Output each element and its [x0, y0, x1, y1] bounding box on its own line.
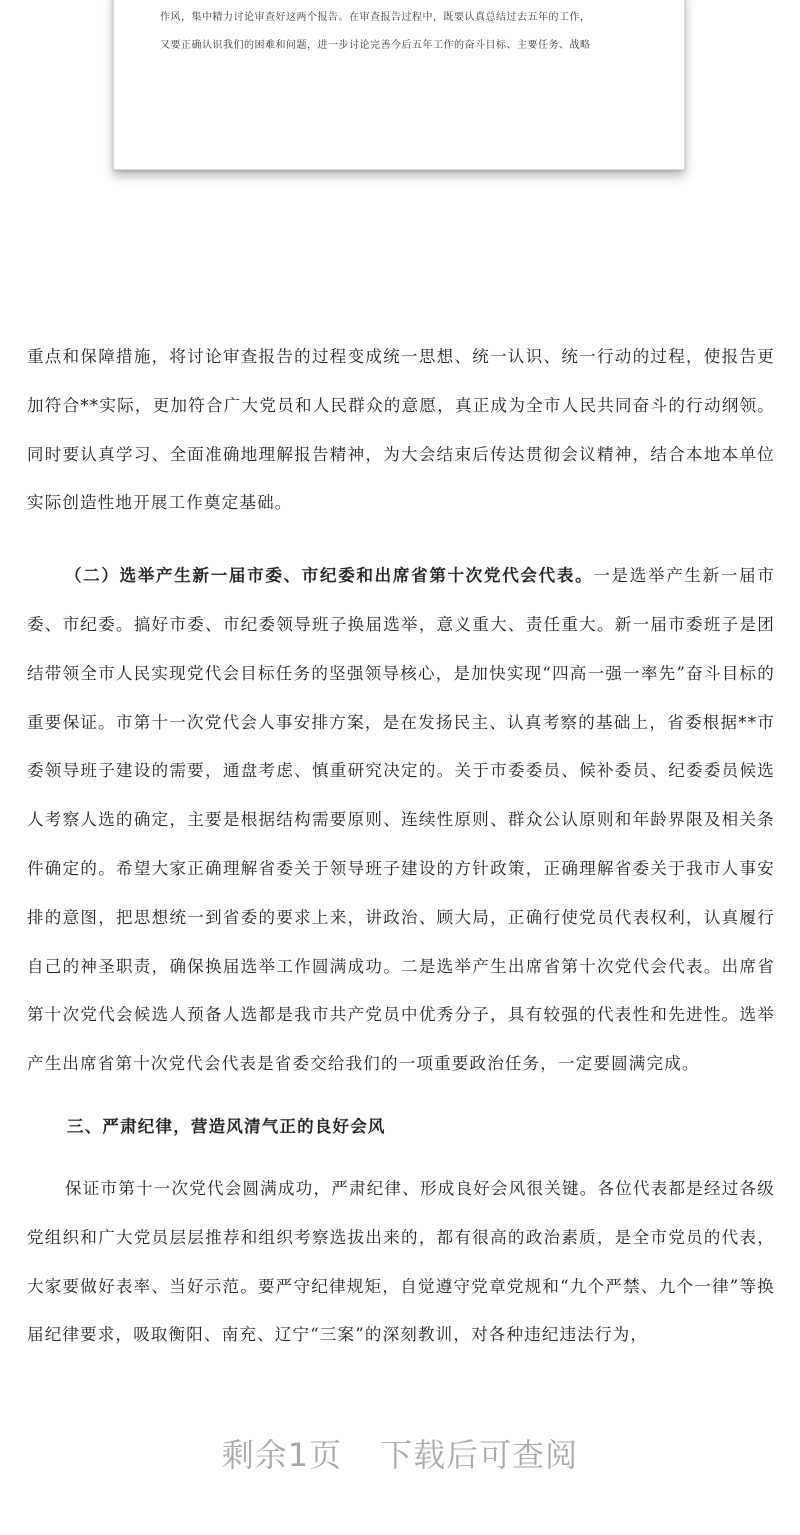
- preview-page: [113, 0, 685, 170]
- paragraph-1: 重点和保障措施，将讨论审查报告的过程变成统一思想、统一认识、统一行动的过程，使报告更加符合**实际，更加符合广大党员和人民群众的意愿，真正成为全市人民共同奋斗的行动纲领。同时要认真学习、全面准确地理解报告精神，为大会结束后传达贯彻会议精神，结合本地本单位实际创造性地开展工作奠定基础。: [27, 347, 775, 513]
- preview-line: 作风，集中精力讨论审查好这两个报告。在审查报告过程中，既要认真总结过去五年的工作，: [160, 12, 591, 23]
- paragraph-3: 保证市第十一次党代会圆满成功，严肃纪律、形成良好会风很关键。各位代表都是经过各级党组织和广大党员层层推荐和组织考察选拔出来的，都有很高的政治素质，是全市党员的代表，大家要做好表率、当好示范。要严守纪律规矩，自觉遵守党章党规和“九个严禁、九个一律”等换届纪律要求，吸取衡阳、南充、辽宁“三案”的深刻教训，对各种违纪违法行为，: [27, 1178, 775, 1345]
- paragraph-2: [27, 552, 775, 1089]
- section-three-heading: 三、严肃纪律，营造风清气正的良好会风: [67, 1116, 386, 1136]
- document-preview: [0, 0, 800, 200]
- document-body: [27, 333, 775, 1360]
- paragraph-2-text: 一是选举产生新一届市委、市纪委。搞好市委、市纪委领导班子换届选举，意义重大、责任重大。新一届市委班子是团结带领全市人民实现党代会目标任务的坚强领导核心，是加快实现“四高一强一率先”奋斗目标的重要保证。市第十一次党代会人事安排方案，是在发扬民主、认真考察的基础上，省委根据**市委领导班子建设的需要，通盘考虑、慎重研究决定的。关于市委委员、候补委员、纪委委员候选人考察人选的确定，主要是根据结构需要原则、连续性原则、群众公认原则和年龄界限及相关条件确定的。希望大家正确理解省委关于领导班子建设的方针政策，正确理解省委关于我市人事安排的意图，把思想统一到省委的要求上来，讲政治、顾大局，正确行使党员代表权利，认真履行自己的神圣职责，确保换届选举工作圆满成功。二是选举产生出席省第十次党代会代表。出席省第十次党代会候选人预备人选都是我市共产党员中优秀分子，具有较强的代表性和先进性。选举产生出席省第十次党代会代表是省委交给我们的一项重要政治任务，一定要圆满完成。: [27, 566, 775, 1074]
- preview-line: 又要正确认识我们的困难和问题，进一步讨论完善今后五年工作的奋斗目标、主要任务、战略: [160, 40, 591, 51]
- download-to-view-label: 下载后可查阅: [380, 1436, 579, 1474]
- section-two-heading: （二）选举产生新一届市委、市纪委和出席省第十次党代会代表。: [64, 566, 594, 586]
- remaining-pages-label: 剩余1页: [221, 1436, 343, 1474]
- download-prompt[interactable]: [0, 1430, 800, 1476]
